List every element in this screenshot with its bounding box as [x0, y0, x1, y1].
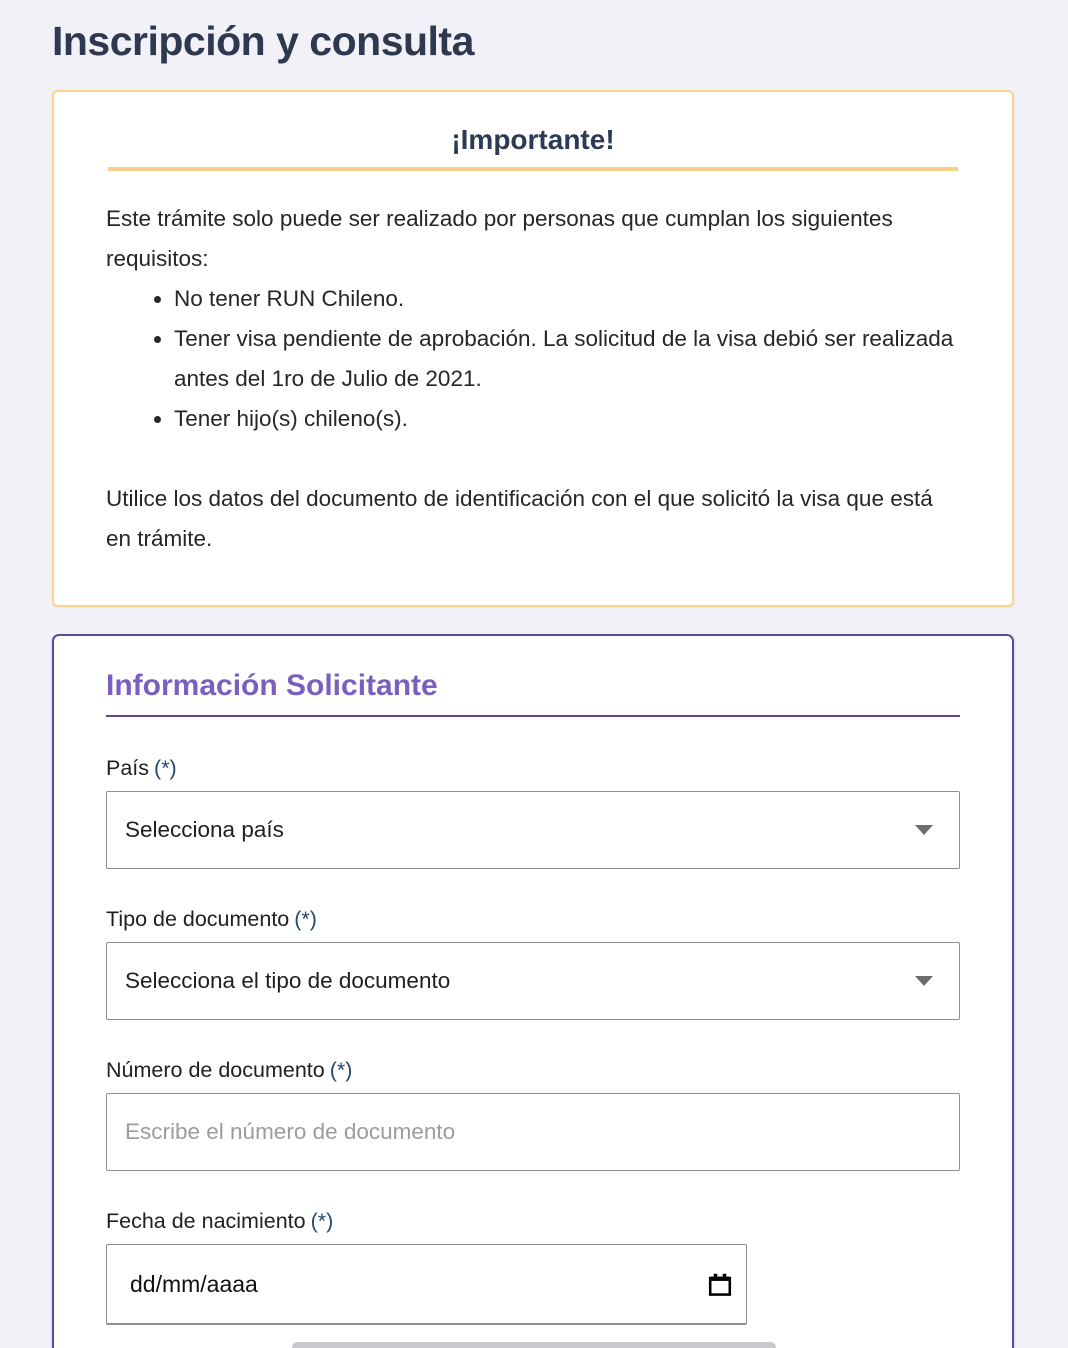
- required-marker: (*): [294, 907, 317, 931]
- chevron-down-icon: [915, 825, 933, 835]
- requirement-item: • Tener visa pendiente de aprobación. La solicitud de la visa debió ser realizada antes del 1ro de Julio de 2021.: [174, 319, 960, 399]
- partially-visible-bottom-element: [292, 1342, 776, 1348]
- birth-date-field: [106, 1209, 960, 1325]
- notice-body: [106, 199, 960, 559]
- country-select[interactable]: [106, 791, 960, 869]
- doc-type-label: Tipo de documento (*): [106, 907, 317, 931]
- notice-title: ¡Importante!: [451, 124, 615, 155]
- notice-outro-text: Utilice los datos del documento de identificación con el que solicitó la visa que está en trámite.: [106, 486, 933, 551]
- page-title: Inscripción y consulta: [52, 18, 474, 64]
- doc-type-field: [106, 907, 960, 1020]
- required-marker: (*): [329, 1058, 353, 1082]
- doc-number-input[interactable]: [106, 1093, 960, 1171]
- important-notice-card: [52, 90, 1014, 607]
- notice-title-underline: [108, 167, 958, 171]
- birth-date-input[interactable]: [106, 1244, 747, 1325]
- doc-type-select-value: Selecciona el tipo de documento: [125, 968, 451, 993]
- doc-number-field: [106, 1058, 960, 1171]
- requirements-list: [106, 279, 960, 439]
- notice-intro-text: Este trámite solo puede ser realizado por personas que cumplan los siguientes requisitos:: [106, 206, 893, 271]
- form-section-title: Información Solicitante: [106, 669, 438, 702]
- requirement-item: • No tener RUN Chileno.: [174, 279, 960, 319]
- form-title-underline: [106, 715, 960, 717]
- chevron-down-icon: [915, 976, 933, 986]
- country-field: [106, 756, 960, 869]
- country-label: País (*): [106, 756, 177, 780]
- birth-date-input-wrap: [106, 1244, 747, 1325]
- applicant-info-card: [52, 634, 1014, 1348]
- requirement-item: • Tener hijo(s) chileno(s).: [174, 399, 960, 439]
- calendar-icon-glyph: [706, 1271, 734, 1299]
- required-marker: (*): [310, 1209, 334, 1233]
- birth-date-label: Fecha de nacimiento (*): [106, 1209, 334, 1233]
- doc-type-select[interactable]: [106, 942, 960, 1020]
- required-marker: (*): [154, 756, 177, 780]
- calendar-icon[interactable]: [705, 1270, 735, 1300]
- doc-number-label: Número de documento (*): [106, 1058, 353, 1082]
- country-select-value: Selecciona país: [125, 817, 284, 842]
